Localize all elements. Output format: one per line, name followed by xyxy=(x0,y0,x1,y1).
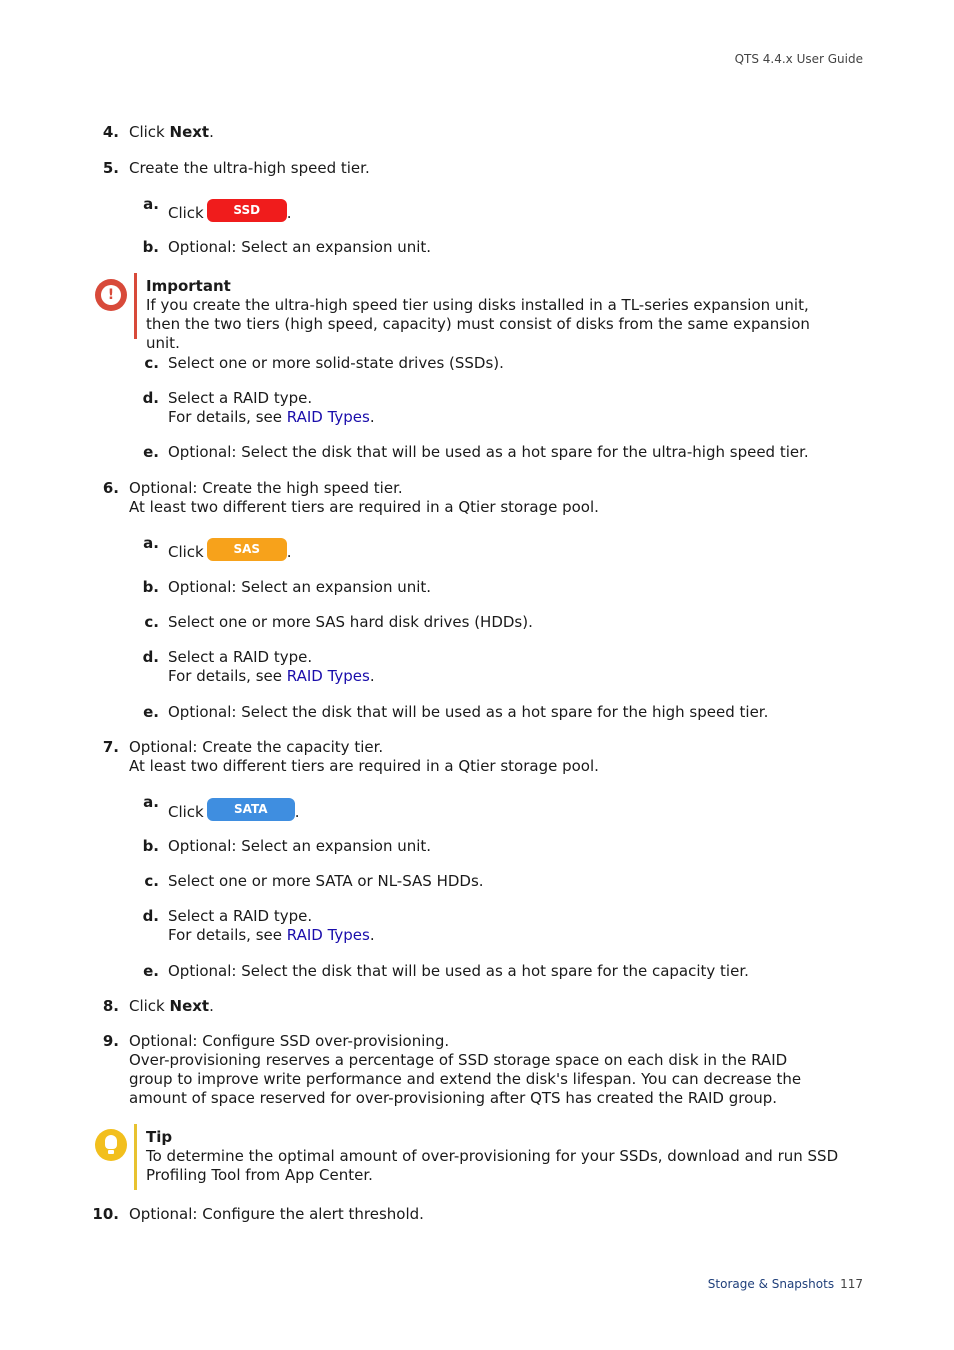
important-callout xyxy=(134,273,846,352)
ssd-button[interactable]: SSD xyxy=(207,199,287,222)
tip-callout xyxy=(134,1124,846,1190)
step-number: 9. xyxy=(102,1032,119,1050)
substep-6c: Select one or more SAS hard disk drives (HDDs). xyxy=(168,613,533,631)
callout-body: To determine the optimal amount of over-provisioning for your SSDs, download and run SSD Profiling Tool from App Center. xyxy=(146,1147,839,1184)
raid-types-link[interactable]: RAID Types xyxy=(286,667,370,685)
substep-label: c. xyxy=(144,872,159,890)
raid-types-link[interactable]: RAID Types xyxy=(286,408,370,426)
sata-button[interactable]: SATA xyxy=(207,798,295,821)
step-number: 7. xyxy=(102,738,119,756)
step-4-text: Click Next. xyxy=(129,123,214,141)
footer-section: Storage & Snapshots xyxy=(707,1277,835,1291)
step-9-text: Optional: Configure SSD over-provisioning. Over-provisioning reserves a percentage of SSD storage space on each disk in the RAID group to improve write performance and extend the disk's lifespan. You can decrease the amount of space reserved for over-provisioning after QTS has created the RAID group. xyxy=(129,1032,802,1107)
substep-5d: Select a RAID type. For details, see RAID Types. xyxy=(168,389,375,426)
next-label: Next xyxy=(169,123,210,141)
substep-7d: Select a RAID type. For details, see RAID Types. xyxy=(168,907,375,944)
substep-5c: Select one or more solid-state drives (SSDs). xyxy=(168,354,504,372)
substep-7c: Select one or more SATA or NL-SAS HDDs. xyxy=(168,872,484,890)
step-number: 4. xyxy=(102,123,119,141)
substep-label: d. xyxy=(142,907,159,925)
substep-label: c. xyxy=(144,354,159,372)
step-7-text: Optional: Create the capacity tier. At least two different tiers are required in a Qtier storage pool. xyxy=(129,738,599,775)
step-10-text: Optional: Configure the alert threshold. xyxy=(129,1205,424,1223)
important-icon: ! xyxy=(95,279,127,311)
substep-5b: Optional: Select an expansion unit. xyxy=(168,238,432,256)
substep-5a: Click SSD . xyxy=(168,203,828,226)
page-number: 117 xyxy=(840,1277,863,1291)
substep-label: d. xyxy=(142,648,159,666)
tip-icon xyxy=(95,1129,127,1161)
sas-button[interactable]: SAS xyxy=(207,538,287,561)
substep-label: b. xyxy=(142,238,159,256)
substep-6b: Optional: Select an expansion unit. xyxy=(168,578,432,596)
callout-title: Tip xyxy=(146,1128,173,1146)
step-number: 8. xyxy=(102,997,119,1015)
step-number: 5. xyxy=(102,159,119,177)
substep-label: d. xyxy=(142,389,159,407)
substep-label: e. xyxy=(143,443,159,461)
substep-label: c. xyxy=(144,613,159,631)
next-label: Next xyxy=(169,997,210,1015)
step-number: 6. xyxy=(102,479,119,497)
substep-label: a. xyxy=(143,793,159,811)
callout-body: If you create the ultra-high speed tier using disks installed in a TL-series expansion unit, then the two tiers (high speed, capacity) must consist of disks from the same expansion unit. xyxy=(146,296,810,352)
substep-label: b. xyxy=(142,837,159,855)
substep-label: a. xyxy=(143,534,159,552)
substep-label: a. xyxy=(143,195,159,213)
step-8-text: Click Next. xyxy=(129,997,214,1015)
substep-label: b. xyxy=(142,578,159,596)
substep-6d: Select a RAID type. For details, see RAID Types. xyxy=(168,648,375,685)
page-footer xyxy=(600,1275,863,1294)
substep-5e: Optional: Select the disk that will be used as a hot spare for the ultra-high speed tier. xyxy=(168,443,809,461)
substep-label: e. xyxy=(143,962,159,980)
substep-7b: Optional: Select an expansion unit. xyxy=(168,837,432,855)
substep-label: e. xyxy=(143,703,159,721)
raid-types-link[interactable]: RAID Types xyxy=(286,926,370,944)
substep-6e: Optional: Select the disk that will be used as a hot spare for the high speed tier. xyxy=(168,703,769,721)
step-number: 10. xyxy=(92,1205,119,1223)
running-header: QTS 4.4.x User Guide xyxy=(734,52,863,66)
substep-7a: Click SATA . xyxy=(168,802,828,825)
step-5-text: Create the ultra-high speed tier. xyxy=(129,159,370,177)
substep-6a: Click SAS . xyxy=(168,542,828,565)
substep-7e: Optional: Select the disk that will be used as a hot spare for the capacity tier. xyxy=(168,962,749,980)
step-6-text: Optional: Create the high speed tier. At least two different tiers are required in a Qtier storage pool. xyxy=(129,479,599,516)
callout-title: Important xyxy=(146,277,231,295)
